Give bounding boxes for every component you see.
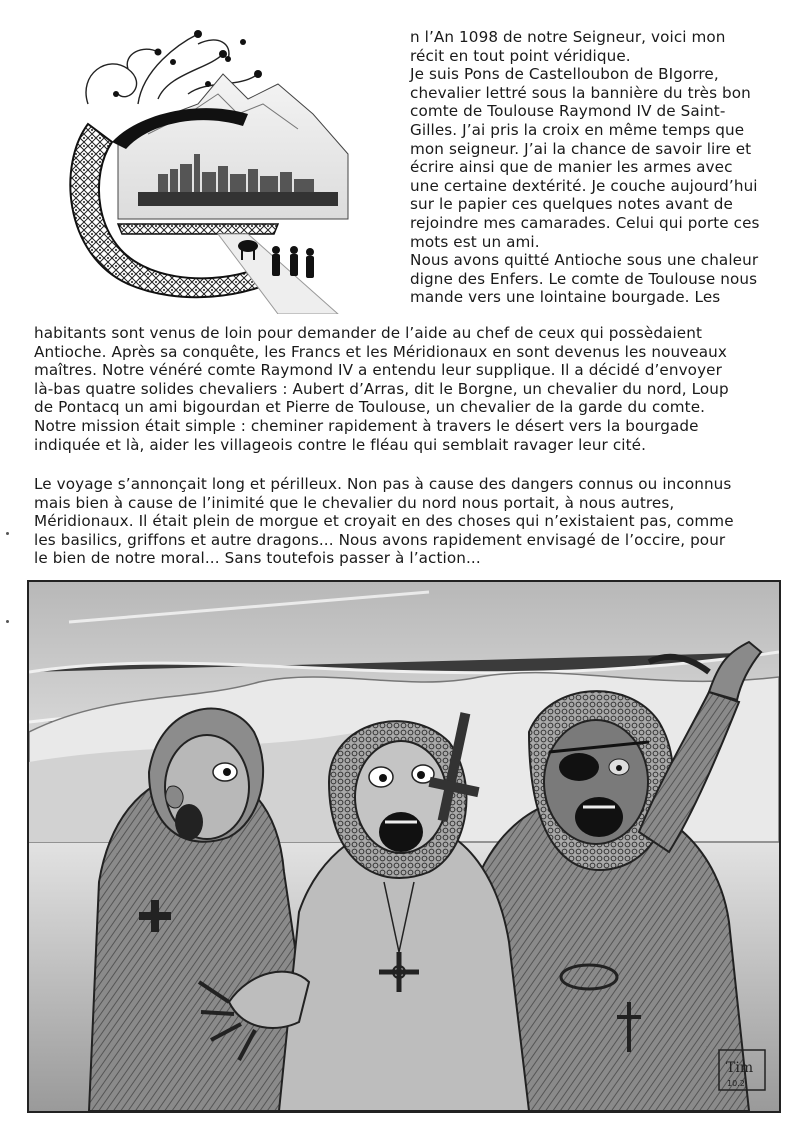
text-line: Je suis Pons de Castelloubon de BIgorre, xyxy=(410,65,719,84)
text-line: Le voyage s’annonçait long et périlleux. Non pas à cause des dangers connus ou inconnus xyxy=(34,475,732,493)
text-line: Notre mission était simple : cheminer rapidement à travers le désert vers la bourgade xyxy=(34,416,699,435)
three-knights-drawing xyxy=(29,582,779,1111)
text-line: une certaine dextérité. Je couche aujourd’hui xyxy=(410,176,758,195)
illuminated-initial-drawing xyxy=(48,14,388,314)
text-line: digne des Enfers. Le comte de Toulouse nous xyxy=(410,269,758,288)
text-line: n l’An 1098 de notre Seigneur, voici mon xyxy=(410,28,726,46)
text-line: Nous avons quitté Antioche sous une chaleur xyxy=(410,251,759,270)
illuminated-initial-e xyxy=(48,14,388,314)
text-line: là-bas quatre solides chevaliers : Aubert d’Arras, dit le Borgne, un chevalier du nord, Loup xyxy=(34,379,729,398)
text-line: comte de Toulouse Raymond IV de Saint- xyxy=(410,102,726,121)
text-line: les basilics, griffons et autre dragons... Nous avons rapidement envisagé de l’occire, pour xyxy=(34,530,726,549)
mission-paragraph xyxy=(34,324,774,454)
intro-paragraph xyxy=(410,28,772,307)
voyage-paragraph xyxy=(34,475,774,568)
illustration-panel xyxy=(27,580,781,1113)
margin-mark xyxy=(6,620,9,623)
signature-date: 10.2 xyxy=(727,1079,745,1088)
text-line: de Pontacq un ami bigourdan et Pierre de Toulouse, un chevalier de la garde du comte. xyxy=(34,398,706,417)
text-line: mande vers une lointaine bourgade. Les xyxy=(410,288,721,307)
text-line: chevalier lettré sous la bannière du très bon xyxy=(410,83,751,102)
text-line: habitants sont venus de loin pour demander de l’aide au chef de ceux qui possèdaient xyxy=(34,324,703,342)
text-line: Gilles. J’ai pris la croix en même temps que xyxy=(410,120,745,139)
text-line: Méridionaux. Il était plein de morgue et croyait en des choses qui n’existaient pas, comme xyxy=(34,512,734,531)
text-line: récit en tout point véridique. xyxy=(410,46,631,65)
text-line: le bien de notre moral... Sans toutefois passer à l’action... xyxy=(34,549,481,568)
margin-mark xyxy=(6,532,9,535)
text-line: mon seigneur. J’ai la chance de savoir lire et xyxy=(410,139,752,158)
text-line: Antioche. Après sa conquête, les Francs et les Méridionaux en sont devenus les nouveaux xyxy=(34,342,727,361)
text-line: sur le papier ces quelques notes avant de xyxy=(410,195,733,214)
signature-name: Tim xyxy=(726,1060,754,1076)
text-line: rejoindre mes camarades. Celui qui porte ces xyxy=(410,213,760,232)
text-line: maîtres. Notre vénéré comte Raymond IV a entendu leur supplique. Il a décidé d’envoyer xyxy=(34,361,722,380)
text-line: mais bien à cause de l’inimité que le chevalier du nord nous portait, à nous autres, xyxy=(34,493,675,512)
text-line: indiquée et là, aider les villageois contre le fléau qui semblait ravager leur cité. xyxy=(34,435,647,454)
text-line: mots est un ami. xyxy=(410,232,540,251)
text-line: écrire ainsi que de manier les armes avec xyxy=(410,158,733,177)
